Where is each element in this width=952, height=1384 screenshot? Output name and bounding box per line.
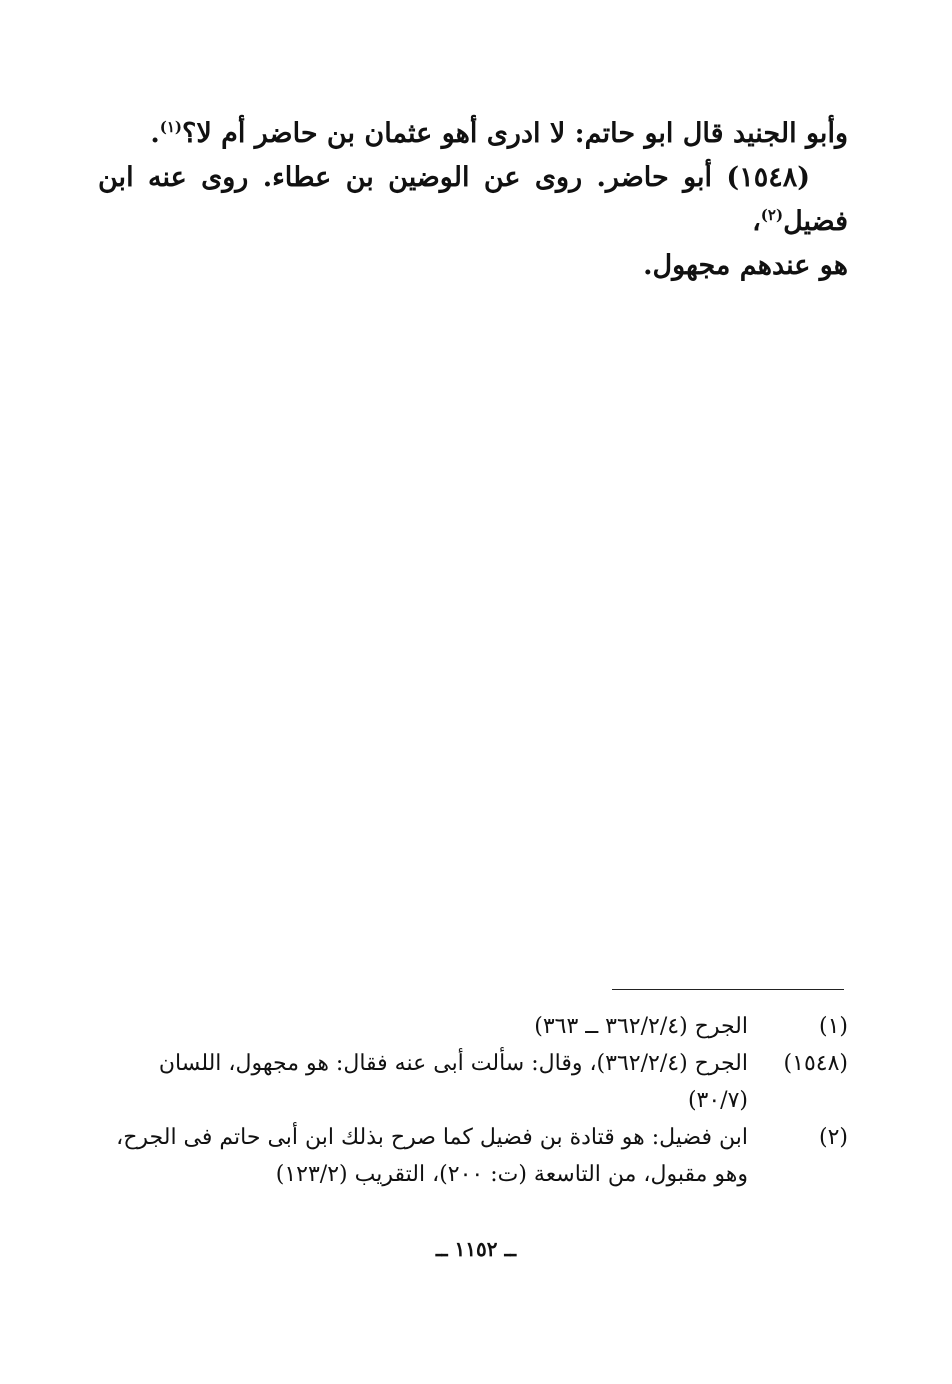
- footnote-body: [98, 1008, 748, 1045]
- line1-end: .: [150, 118, 160, 149]
- footnote-line: الجرح (٣٦٢/٢/٤ ــ ٣٦٣): [534, 1014, 748, 1039]
- footnote-body: [98, 1119, 748, 1193]
- entry-line2: هو عندهم مجهول.: [643, 250, 848, 281]
- entry-end: ،: [752, 206, 761, 237]
- footnote-body: [98, 1045, 748, 1119]
- footnote-line: الجرح (٣٦٢/٢/٤)، وقال: سألت أبى عنه فقال: هو مجهول، اللسان: [158, 1051, 748, 1076]
- page-number: ــ ١١٥٢ ــ: [435, 1237, 517, 1261]
- footnote-separator: [612, 989, 844, 990]
- footnote-marker: (١): [818, 1014, 848, 1039]
- footnote-ref-1: (١): [159, 118, 183, 136]
- footnote-marker: (٢): [818, 1125, 848, 1150]
- footnote-1548: [98, 1045, 848, 1119]
- footnote-2: [98, 1119, 848, 1193]
- main-text: [98, 112, 848, 288]
- entry-1548-continuation: [98, 244, 848, 288]
- line1-text: وأبو الجنيد قال ابو حاتم: لا ادرى أهو عثمان بن حاضر أم لا؟: [182, 118, 848, 149]
- entry-1548: [98, 156, 848, 244]
- paragraph-abu-junaid: [98, 112, 848, 156]
- footnote-marker: (١٥٤٨): [783, 1051, 848, 1076]
- footnote-1: [98, 1008, 848, 1045]
- footnote-line: ابن فضيل: هو قتادة بن فضيل كما صرح بذلك ابن أبى حاتم فى الجرح،: [116, 1125, 748, 1150]
- footnote-ref-2: (٢): [760, 206, 784, 224]
- footnote-line: (٣٠/٧): [687, 1088, 748, 1113]
- footnote-line: وهو مقبول، من التاسعة (ت: ٢٠٠)، التقريب (١٢٣/٢): [275, 1162, 748, 1187]
- footnotes: [98, 1008, 848, 1193]
- entry-text: (١٥٤٨) أبو حاضر. روى عن الوضين بن عطاء. روى عنه ابن فضيل: [98, 162, 848, 237]
